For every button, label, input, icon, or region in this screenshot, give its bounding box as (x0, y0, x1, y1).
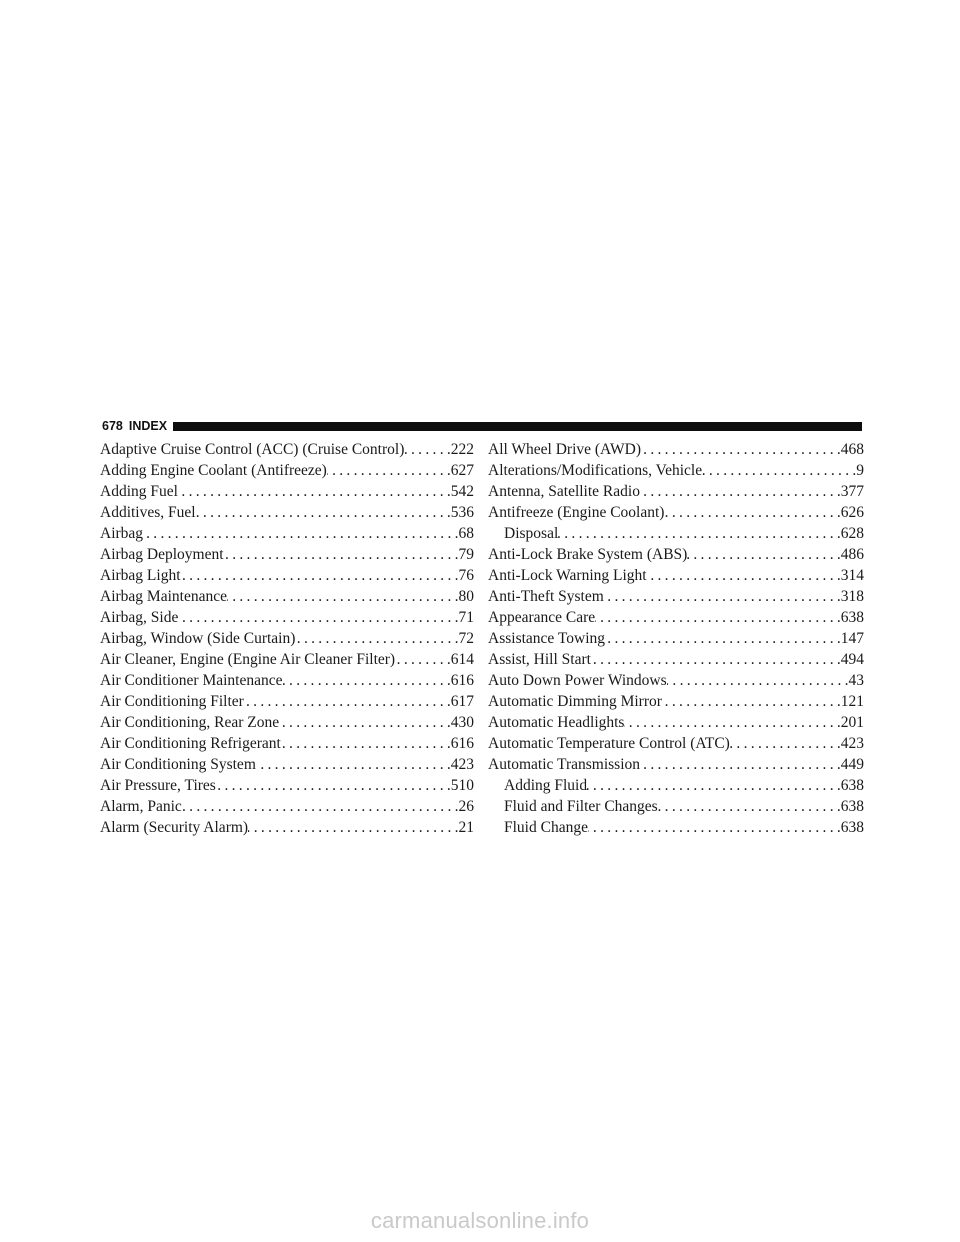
index-entry (100, 817, 474, 838)
entry-page-number: .9 (852, 462, 864, 479)
entry-page-number: .614 (446, 651, 474, 668)
index-entry (100, 712, 474, 733)
entry-label: Anti-Theft System (488, 588, 604, 605)
leader-dots (647, 565, 837, 586)
entry-label: Airbag Maintenance (100, 588, 227, 605)
entry-page-number: .626 (836, 504, 864, 521)
entry-page-number: .76 (454, 567, 474, 584)
entry-label: Auto Down Power Windows (488, 672, 667, 689)
index-subentry (488, 796, 864, 817)
entry-label: Automatic Temperature Control (ATC) (488, 735, 730, 752)
index-column-left (100, 439, 474, 838)
index-entry (488, 439, 864, 460)
entry-page-number: .318 (836, 588, 864, 605)
leader-dots (404, 439, 447, 460)
entry-page-number: .628 (836, 525, 864, 542)
entry-label: Adding Fuel (100, 483, 178, 500)
index-entry (100, 460, 474, 481)
entry-label: Anti-Lock Warning Light (488, 567, 647, 584)
entry-page-number: .423 (836, 735, 864, 752)
entry-page-number: .430 (446, 714, 474, 731)
index-entry (488, 649, 864, 670)
entry-label: Antifreeze (Engine Coolant) (488, 504, 665, 521)
entry-label: Alarm (Security Alarm) (100, 819, 249, 836)
entry-page-number: .80 (454, 588, 474, 605)
index-entry (100, 691, 474, 712)
entry-label: Fluid and Filter Changes (504, 798, 658, 815)
index-entry (488, 502, 864, 523)
leader-dots (730, 733, 837, 754)
leader-dots (667, 670, 845, 691)
leader-dots (395, 649, 447, 670)
index-subentry (488, 775, 864, 796)
leader-dots (604, 586, 837, 607)
leader-dots (702, 460, 852, 481)
index-entry (100, 607, 474, 628)
entry-page-number: .79 (454, 546, 474, 563)
entry-label: Assistance Towing (488, 630, 606, 647)
leader-dots (624, 712, 836, 733)
entry-page-number: .638 (836, 777, 864, 794)
entry-page-number: .72 (454, 630, 474, 647)
index-subentry (488, 523, 864, 544)
index-entry (100, 733, 474, 754)
entry-label: All Wheel Drive (AWD) (488, 441, 641, 458)
leader-dots (640, 481, 837, 502)
leader-dots (662, 691, 837, 712)
leader-dots (687, 544, 837, 565)
entry-page-number: .26 (454, 798, 474, 815)
leader-dots (181, 565, 455, 586)
entry-label: Alarm, Panic (100, 798, 182, 815)
leader-dots (640, 754, 837, 775)
entry-label: Airbag (100, 525, 144, 542)
entry-page-number: .121 (836, 693, 864, 710)
leader-dots (178, 607, 454, 628)
entry-page-number: .21 (454, 819, 474, 836)
entry-label: Air Pressure, Tires (100, 777, 216, 794)
entry-page-number: .638 (836, 798, 864, 815)
leader-dots (178, 481, 447, 502)
entry-label: Automatic Dimming Mirror (488, 693, 662, 710)
leader-dots (248, 817, 455, 838)
leader-dots (143, 523, 455, 544)
entry-page-number: .449 (836, 756, 864, 773)
leader-dots (295, 628, 454, 649)
entry-page-number: .616 (446, 735, 474, 752)
entry-page-number: .68 (454, 525, 474, 542)
index-entry (488, 460, 864, 481)
entry-label: Assist, Hill Start (488, 651, 591, 668)
entry-label: Airbag, Window (Side Curtain) (100, 630, 296, 647)
entry-label: Adding Engine Coolant (Antifreeze) (100, 462, 327, 479)
entry-label: Automatic Transmission (488, 756, 641, 773)
leader-dots (216, 775, 447, 796)
entry-page-number: .494 (836, 651, 864, 668)
entry-label: Air Conditioning System (100, 756, 256, 773)
entry-label: Air Cleaner, Engine (Engine Air Cleaner Filter) (100, 651, 396, 668)
entry-page-number: .201 (836, 714, 864, 731)
leader-dots (327, 460, 447, 481)
entry-label: Automatic Headlights (488, 714, 625, 731)
index-entry (100, 754, 474, 775)
leader-dots (281, 733, 447, 754)
entry-page-number: .510 (446, 777, 474, 794)
index-entry (100, 439, 474, 460)
entry-label: Appearance Care (488, 609, 596, 626)
entry-label: Alterations/Modifications, Vehicle (488, 462, 703, 479)
entry-page-number: .617 (446, 693, 474, 710)
entry-label: Antenna, Satellite Radio (488, 483, 640, 500)
index-entry (488, 607, 864, 628)
index-entry (100, 670, 474, 691)
leader-dots (224, 544, 455, 565)
leader-dots (558, 523, 837, 544)
leader-dots (227, 586, 455, 607)
leader-dots (591, 649, 837, 670)
page-header (102, 418, 862, 434)
entry-label: Airbag Deployment (100, 546, 224, 563)
entry-page-number: .627 (446, 462, 474, 479)
entry-label: Air Conditioning, Rear Zone (100, 714, 280, 731)
entry-page-number: .536 (446, 504, 474, 521)
entry-page-number: .314 (836, 567, 864, 584)
entry-page-number: .423 (446, 756, 474, 773)
index-entry (100, 586, 474, 607)
entry-page-number: .377 (836, 483, 864, 500)
leader-dots (664, 502, 836, 523)
entry-page-number: .638 (836, 819, 864, 836)
page-number: 678 (102, 419, 123, 433)
entry-page-number: .468 (836, 441, 864, 458)
entry-label: Air Conditioning Filter (100, 693, 244, 710)
index-entry (100, 565, 474, 586)
entry-page-number: .71 (454, 609, 474, 626)
leader-dots (283, 670, 447, 691)
leader-dots (588, 817, 837, 838)
leader-dots (587, 775, 837, 796)
entry-label: Airbag, Side (100, 609, 179, 626)
entry-label: Disposal (504, 525, 559, 542)
index-entry (488, 712, 864, 733)
leader-dots (196, 502, 447, 523)
entry-page-number: .542 (446, 483, 474, 500)
index-entry (100, 523, 474, 544)
header-rule (173, 422, 862, 431)
entry-label: Additives, Fuel (100, 504, 196, 521)
index-entry (488, 754, 864, 775)
index-entry (100, 502, 474, 523)
entry-page-number: .222 (446, 441, 474, 458)
index-entry (100, 775, 474, 796)
entry-page-number: .147 (836, 630, 864, 647)
entry-label: Fluid Change (504, 819, 588, 836)
leader-dots (244, 691, 447, 712)
index-entry (488, 481, 864, 502)
index-entry (488, 565, 864, 586)
entry-page-number: .43 (844, 672, 864, 689)
entry-label: Adaptive Cruise Control (ACC) (Cruise Control) (100, 441, 405, 458)
entry-label: Adding Fluid (504, 777, 588, 794)
index-entry (100, 544, 474, 565)
watermark: carmanualsonline.info (370, 1208, 590, 1233)
index-entry (100, 649, 474, 670)
index-subentry (488, 817, 864, 838)
entry-page-number: .638 (836, 609, 864, 626)
entry-page-number: .486 (836, 546, 864, 563)
index-entry (100, 628, 474, 649)
index-entry (488, 733, 864, 754)
index-column-right (488, 439, 864, 838)
leader-dots (658, 796, 837, 817)
entry-label: Anti-Lock Brake System (ABS) (488, 546, 688, 563)
index-entry (488, 544, 864, 565)
leader-dots (182, 796, 455, 817)
entry-label: Air Conditioning Refrigerant (100, 735, 281, 752)
entry-label: Airbag Light (100, 567, 181, 584)
section-title: INDEX (128, 419, 168, 433)
leader-dots (641, 439, 837, 460)
index-entry (488, 670, 864, 691)
index-entry (488, 691, 864, 712)
leader-dots (605, 628, 837, 649)
leader-dots (256, 754, 447, 775)
index-entry (100, 796, 474, 817)
leader-dots (595, 607, 837, 628)
index-entry (488, 628, 864, 649)
index-entry (100, 481, 474, 502)
index-entry (488, 586, 864, 607)
leader-dots (279, 712, 447, 733)
entry-page-number: .616 (446, 672, 474, 689)
entry-label: Air Conditioner Maintenance (100, 672, 283, 689)
